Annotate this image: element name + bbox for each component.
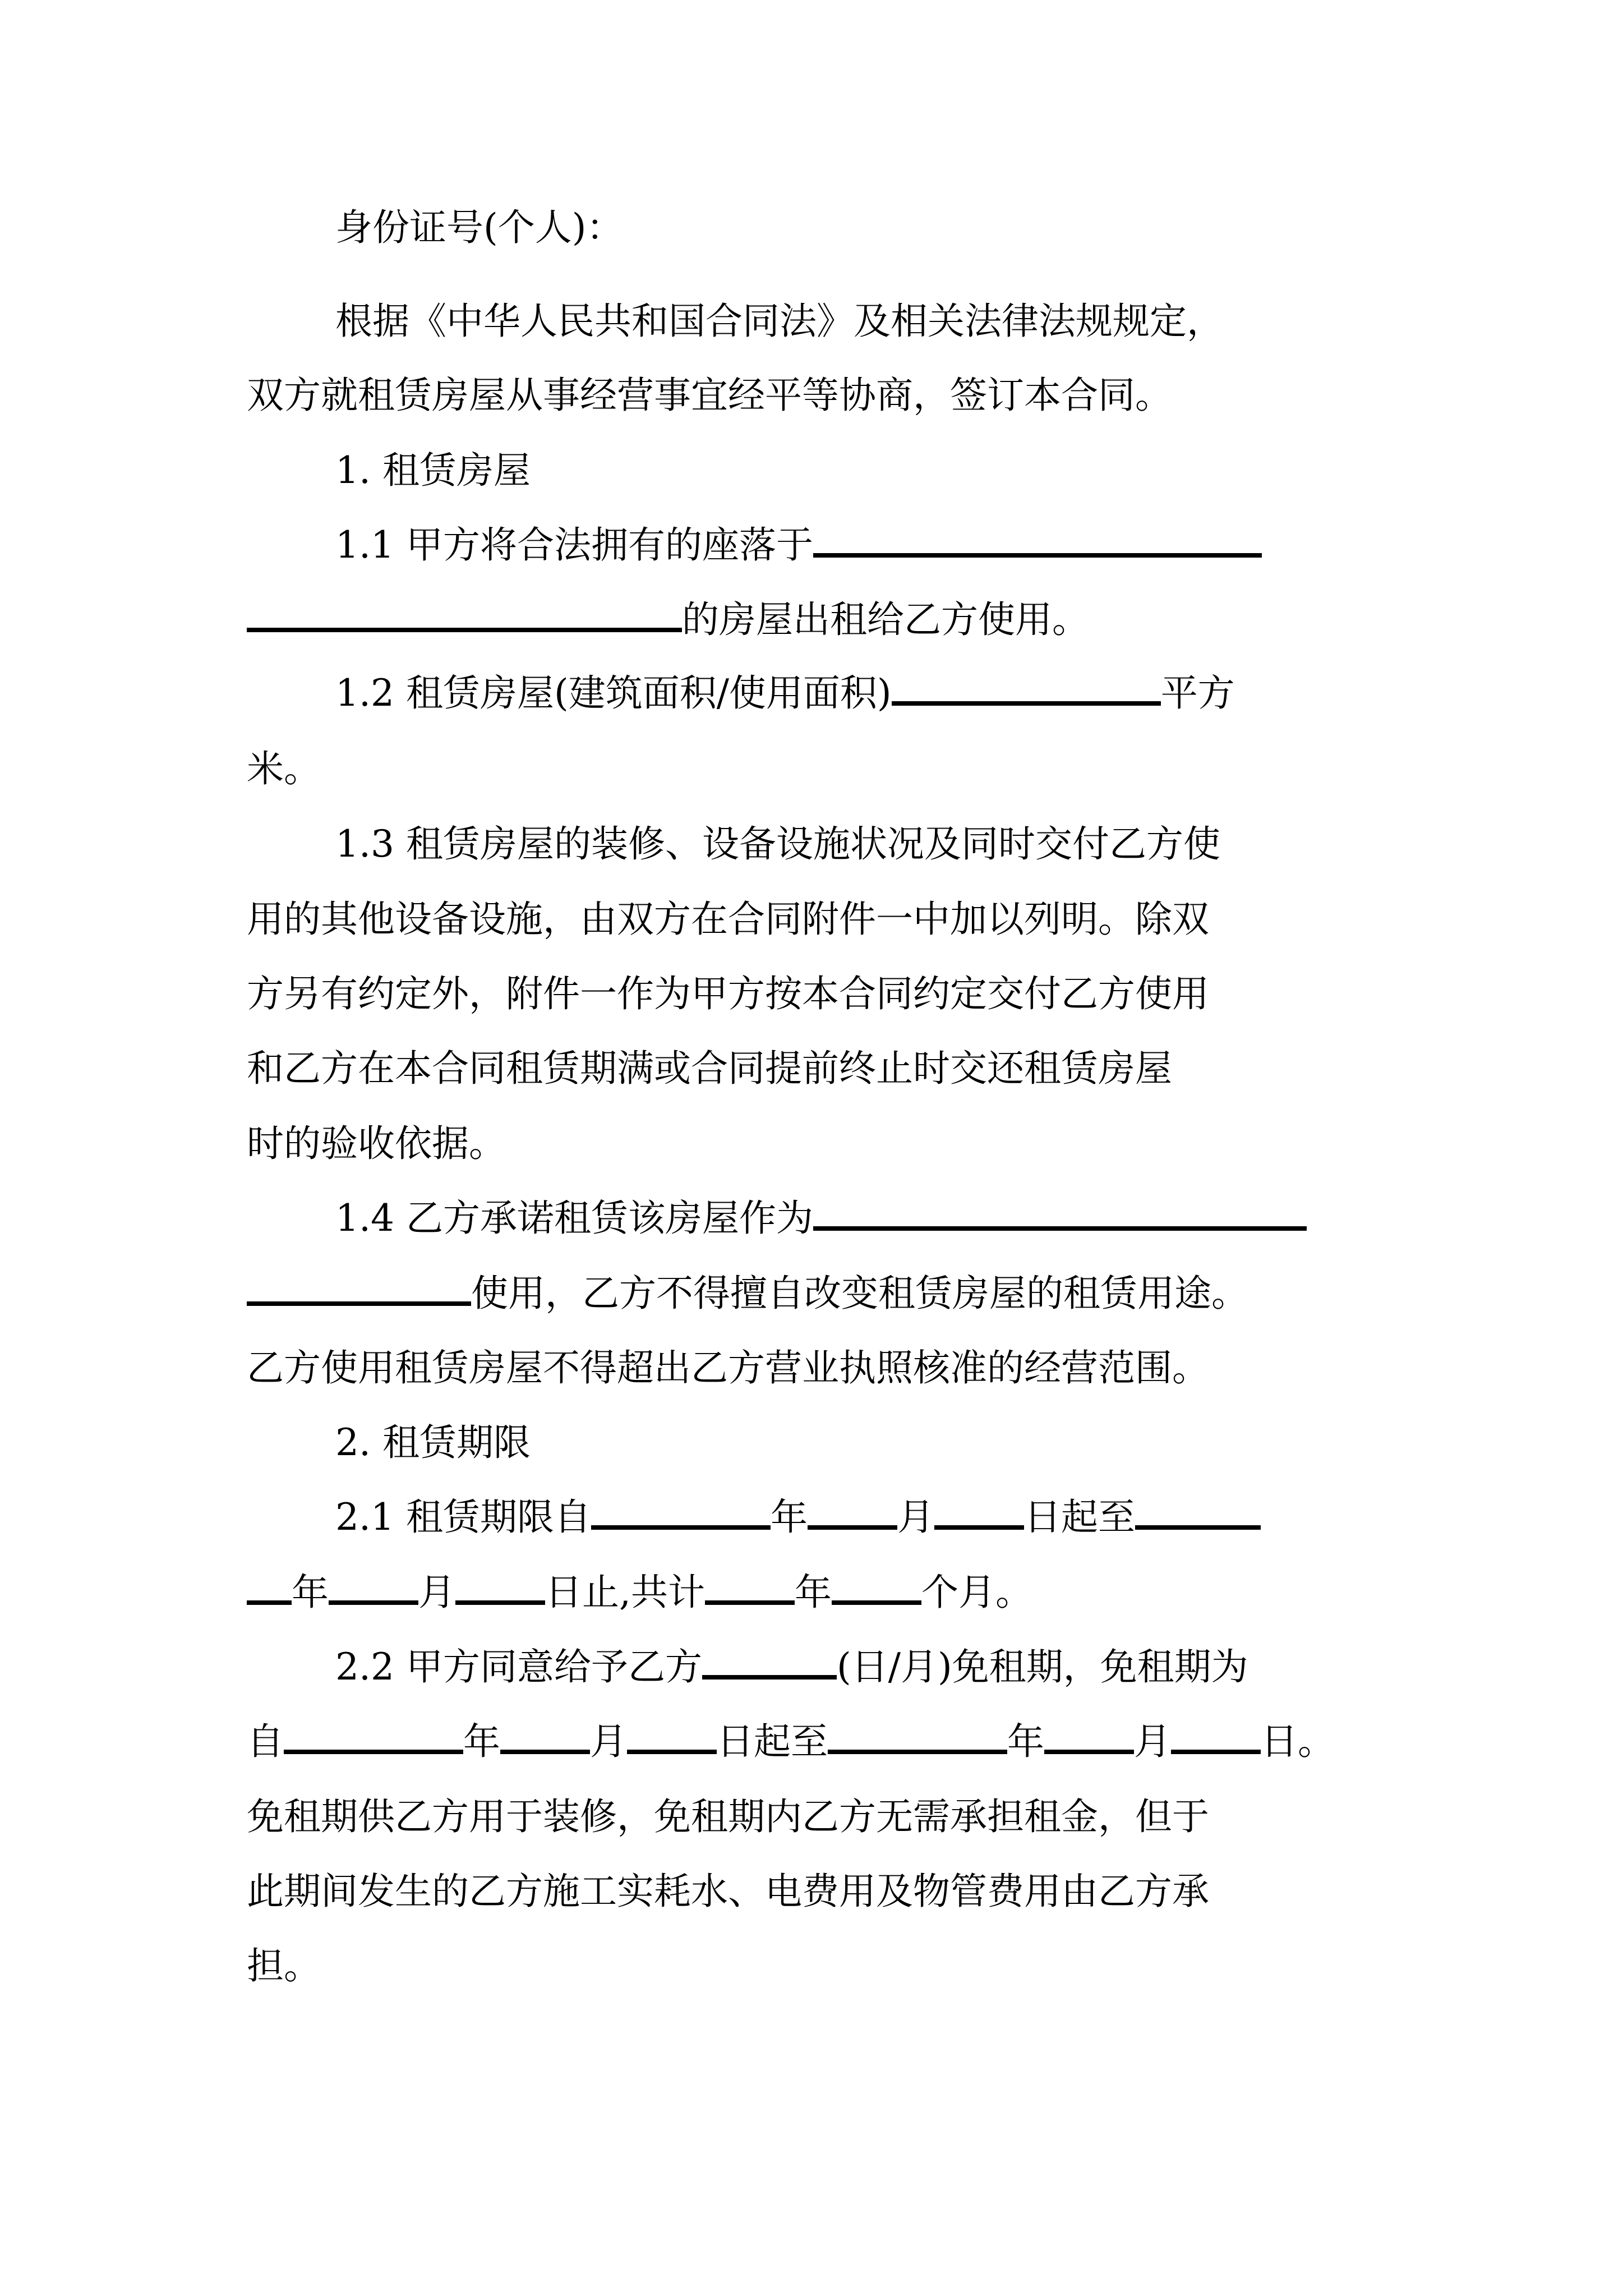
text-line: 双方就租赁房屋从事经营事宜经平等协商，签订本合同。	[247, 374, 1172, 417]
fill-blank	[702, 1642, 837, 1680]
fill-blank	[247, 1568, 292, 1605]
fill-blank	[1135, 1493, 1261, 1530]
fill-blank	[500, 1717, 590, 1754]
text-line: 时的验收依据。	[247, 1122, 506, 1165]
fill-blank	[329, 1568, 418, 1605]
fill-blank	[284, 1717, 463, 1754]
text-line: 2.2 甲方同意给予乙方 (日/月)免租期，免租期为	[335, 1642, 1248, 1692]
text-line: 担。	[247, 1944, 321, 1987]
text-line: 用的其他设备设施，由双方在合同附件一中加以列明。除双	[247, 898, 1209, 941]
text-line: 2.1 租赁期限自 年 月 日起至	[335, 1492, 1261, 1543]
section-heading: 2. 租赁期限	[335, 1421, 531, 1464]
text-line: 年 月 日止,共计 年 个月。	[247, 1567, 1032, 1618]
fill-blank	[934, 1493, 1024, 1530]
fill-blank	[813, 1194, 1307, 1231]
fill-blank	[1171, 1717, 1261, 1754]
fill-blank	[832, 1568, 921, 1605]
fill-blank	[1044, 1717, 1134, 1754]
fill-blank	[808, 1493, 897, 1530]
fill-blank	[455, 1568, 545, 1605]
text-line: 1.1 甲方将合法拥有的座落于	[335, 520, 1262, 570]
text-line: 1.3 租赁房屋的装修、设备设施状况及同时交付乙方使	[335, 822, 1220, 866]
text-line: 使用，乙方不得擅自改变租赁房屋的租赁用途。	[247, 1268, 1248, 1319]
text-line: 此期间发生的乙方施工实耗水、电费用及物管费用由乙方承	[247, 1870, 1209, 1913]
fill-blank	[247, 595, 682, 632]
text-line: 和乙方在本合同租赁期满或合同提前终止时交还租赁房屋	[247, 1047, 1172, 1090]
text-line: 的房屋出租给乙方使用。	[247, 595, 1089, 645]
text-line: 身份证号(个人)：	[335, 206, 624, 249]
fill-blank	[247, 1269, 471, 1306]
text-line: 根据《中华人民共和国合同法》及相关法律法规规定，	[335, 300, 1224, 343]
fill-blank	[705, 1568, 795, 1605]
text-line: 1.2 租赁房屋(建筑面积/使用面积) 平方	[335, 668, 1235, 719]
fill-blank	[828, 1717, 1007, 1754]
fill-blank	[627, 1717, 717, 1754]
fill-blank	[591, 1493, 771, 1530]
text-line: 方另有约定外，附件一作为甲方按本合同约定交付乙方使用	[247, 972, 1209, 1015]
fill-blank	[892, 669, 1161, 706]
fill-blank	[813, 521, 1262, 558]
text-line: 乙方使用租赁房屋不得超出乙方营业执照核准的经营范围。	[247, 1346, 1209, 1389]
text-line: 1.4 乙方承诺租赁该房屋作为	[335, 1193, 1307, 1244]
text-line: 自 年 月 日起至 年 月 日。	[247, 1717, 1335, 1767]
text-line: 米。	[247, 747, 321, 790]
section-heading: 1. 租赁房屋	[335, 449, 531, 492]
text-line: 免租期供乙方用于装修，免租期内乙方无需承担租金，但于	[247, 1795, 1209, 1838]
